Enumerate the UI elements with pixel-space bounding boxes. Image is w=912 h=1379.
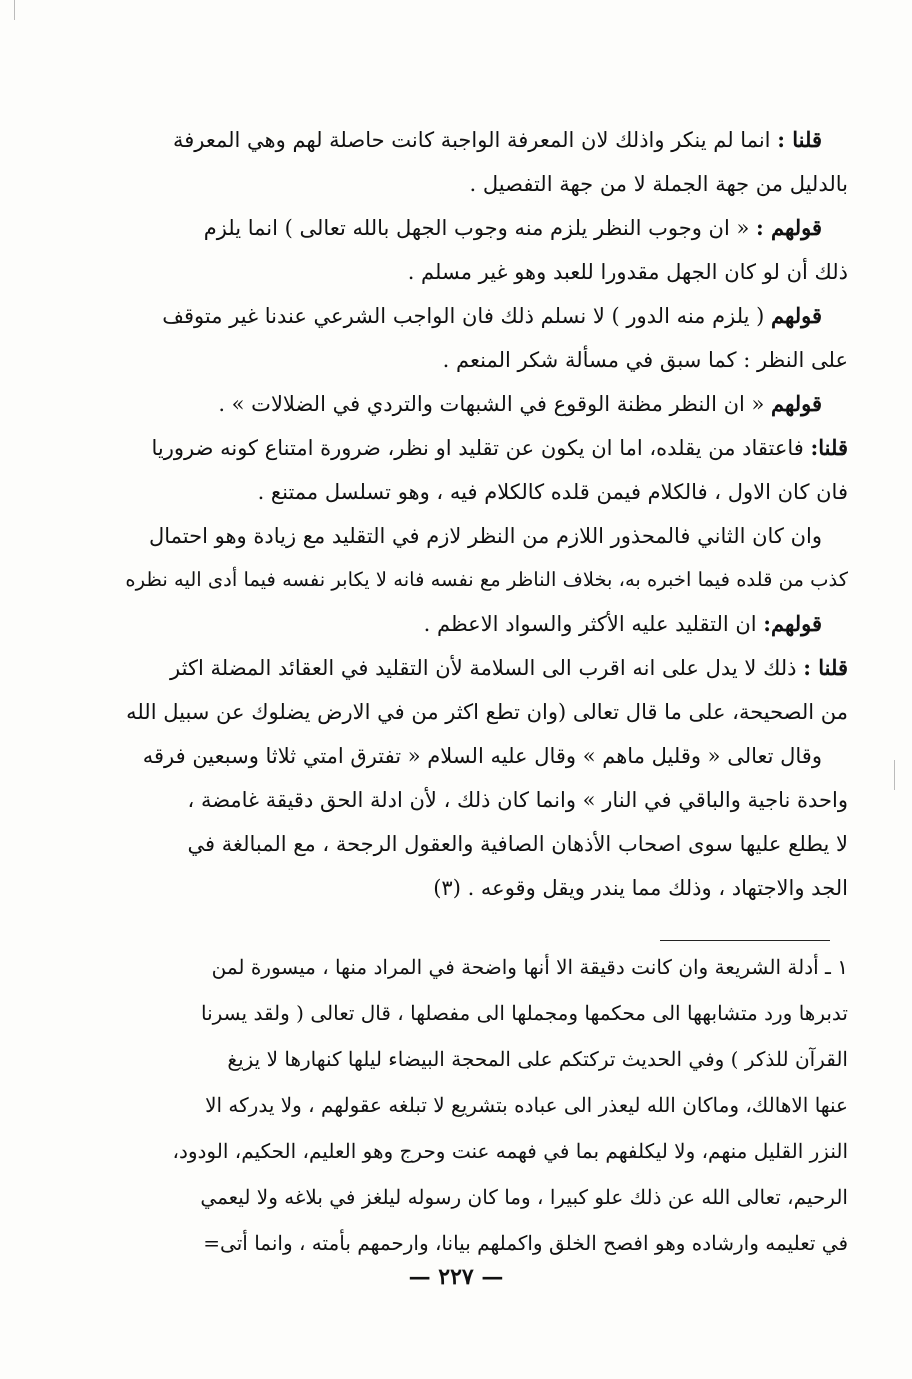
text-line [118,382,848,426]
footnote-line: في تعليمه وارشاده وهو افصح الخلق واكملهم بيانا، وارحمهم بأمته ، وانما أتى= [203,1231,848,1255]
margin-mark-top-left [14,0,15,20]
line-text: « ان النظر مظنة الوقوع في الشبهات والتردي في الضلالات » . [218,392,772,416]
line-lead-word: قلنا: [810,435,848,460]
footnote-line: النزر القليل منهم، ولا ليكلفهم بما في فهمه عنت وحرج وهو العليم، الحكيم، الودود، [172,1139,848,1163]
footnote-line: تدبرها ورد متشابهها الى محكمها ومجملها الى مفصلها ، قال تعالى ( ولقد يسرنا [200,1001,848,1025]
line-text: لا يطلع عليها سوى اصحاب الأذهان الصافية والعقول الرجحة ، مع المبالغة في [187,832,848,856]
text-line [118,338,848,382]
line-lead-word: قولهم [771,391,822,416]
line-lead-word: قولهم [771,303,822,328]
text-line [118,602,848,646]
text-line [118,294,848,338]
line-text: على النظر : كما سبق في مسألة شكر المنعم . [442,348,848,372]
line-text: من الصحيحة، على ما قال تعالى (وان تطع اكثر من في الارض يضلوك عن سبيل الله [126,700,848,724]
line-text: ان التقليد عليه الأكثر والسواد الاعظم . [423,612,764,636]
text-line [118,558,848,602]
text-line [118,822,848,866]
line-text: ( يلزم منه الدور ) لا نسلم ذلك فان الواجب الشرعي عندنا غير متوقف [162,304,772,328]
page-number: — ٢٢٧ — [408,1264,504,1290]
line-lead-word: قولهم: [763,611,822,636]
line-text: « ان وجوب النظر يلزم منه وجوب الجهل بالله تعالى ) انما يلزم [203,216,756,240]
text-line [118,778,848,822]
text-line [118,866,848,910]
line-text: كذب من قلده فيما اخبره به، بخلاف الناظر مع نفسه فانه لا يكابر نفسه فيما أدى اليه نظره [125,568,848,591]
line-lead-word: قولهم : [755,215,822,240]
text-line [118,514,848,558]
line-text: فان كان الاول ، فالكلام فيمن قلده كالكلام فيه ، وهو تسلسل ممتنع . [257,480,848,504]
line-lead-word: قلنا : [777,127,822,152]
footnote-line: القرآن للذكر ) وفي الحديث تركتكم على المحجة البيضاء ليلها كنهارها لا يزيغ [227,1047,848,1071]
footnote-line: عنها الاهالك، وماكان الله ليعذر الى عباده بتشريع لا تبلغه عقولهم ، ولا يدركه الا [205,1093,848,1117]
text-line [118,690,848,734]
footnote-line: ١ ـ أدلة الشريعة وان كانت دقيقة الا أنها واضحة في المراد منها ، ميسورة لمن [211,955,848,979]
text-line [118,162,848,206]
footnote-line: الرحيم، تعالى الله عن ذلك علو كبيرا ، وما كان رسوله ليلغز في بلاغه ولا ليعمي [200,1185,848,1209]
text-line [118,206,848,250]
line-text: ذلك لا يدل على انه اقرب الى السلامة لأن التقليد في العقائد المضلة اكثر [170,656,804,680]
line-text: بالدليل من جهة الجملة لا من جهة التفصيل . [469,172,848,196]
line-lead-word: قلنا : [803,655,848,680]
text-line [118,734,848,778]
line-text: الجد والاجتهاد ، وذلك مما يندر ويقل وقوعه . (٣) [433,876,848,900]
text-line [118,118,848,162]
text-line [118,250,848,294]
line-text: ذلك أن لو كان الجهل مقدورا للعبد وهو غير مسلم . [407,260,848,284]
line-text: واحدة ناجية والباقي في النار » وانما كان ذلك ، لأن ادلة الحق دقيقة غامضة ، [187,788,848,812]
footnote-text [118,944,848,1266]
main-text [118,118,848,910]
text-line [118,470,848,514]
text-line [118,646,848,690]
line-text: انما لم ينكر واذلك لان المعرفة الواجبة كانت حاصلة لهم وهي المعرفة [172,128,778,152]
text-line [118,426,848,470]
line-text: فاعتقاد من يقلده، اما ان يكون عن تقليد او نظر، ضرورة امتناع كونه ضروريا [151,436,811,460]
margin-mark-right [894,760,895,790]
footnote-divider [660,940,830,941]
line-text: وان كان الثاني فالمحذور اللازم من النظر لازم في التقليد مع زيادة وهو احتمال [148,524,822,548]
line-text: وقال تعالى « وقليل ماهم » وقال عليه السلام « تفترق امتي ثلاثا وسبعين فرقه [142,744,822,768]
